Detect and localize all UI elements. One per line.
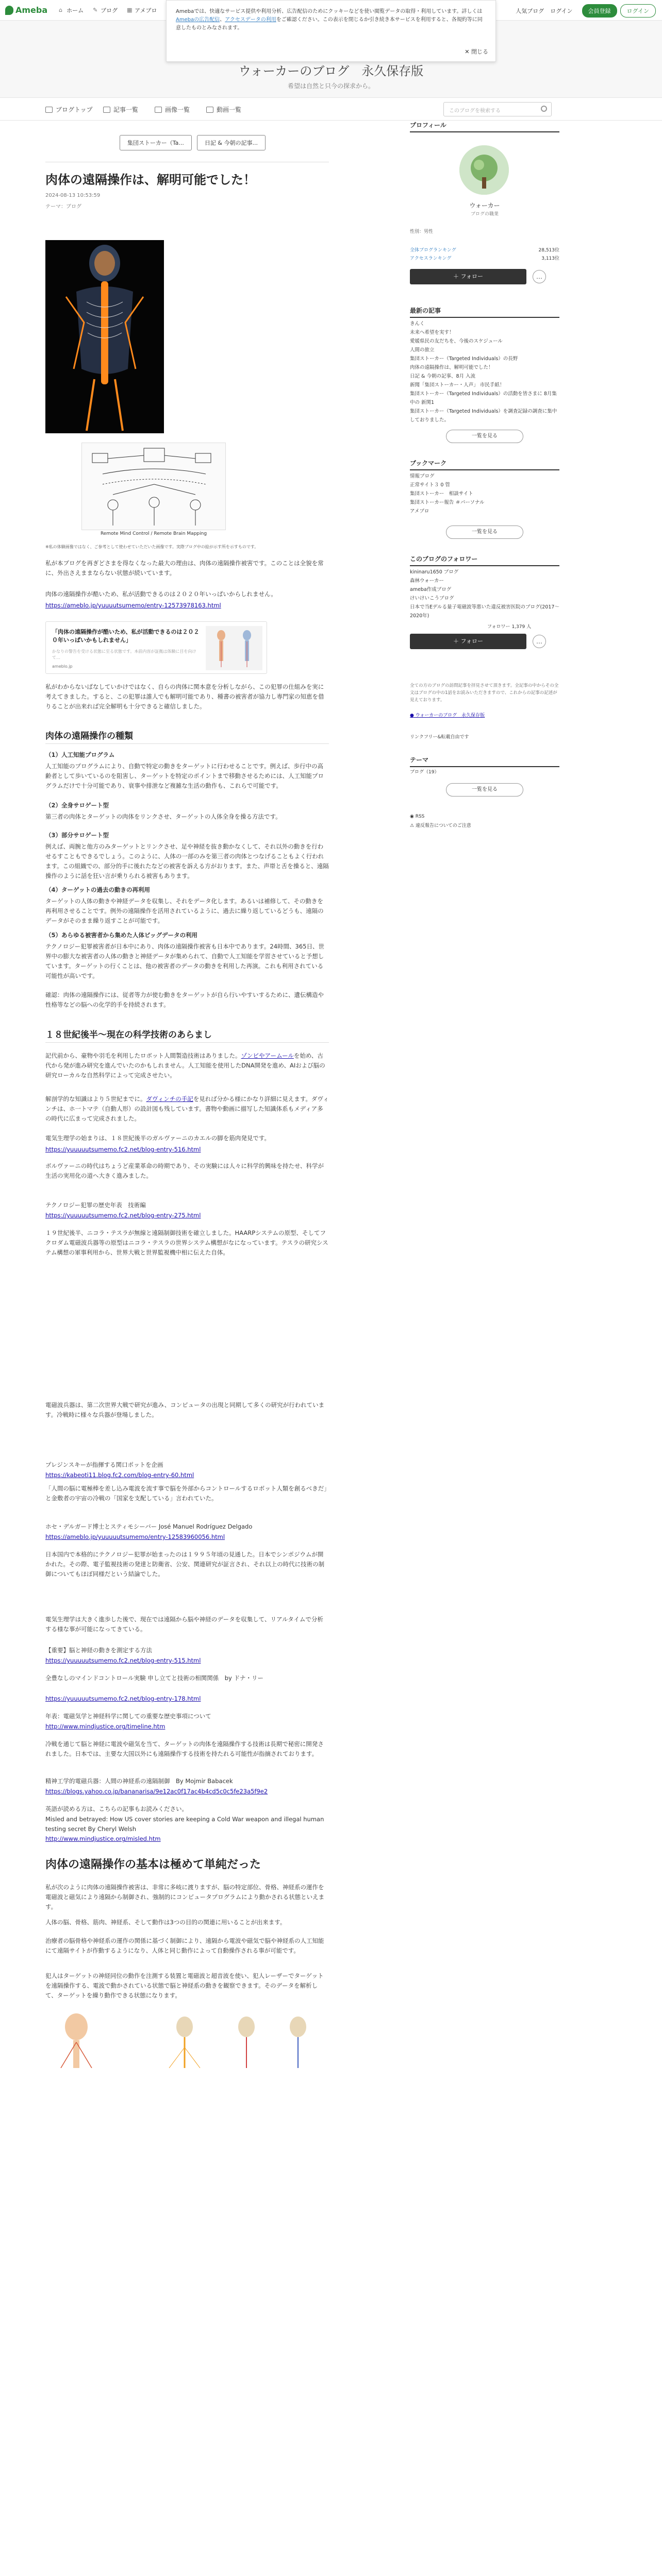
nervous-system-image[interactable]: [45, 2011, 329, 2068]
avatar-image: [459, 145, 509, 195]
paragraph: 例えば、両腕と他方のみターゲットとリンクさせ、足や神経を抜き動かなくして、それ以外の動きを行わせるすこともできるでしょう。このように、人体の一部のみを第三者の肉体とつなげることもよく行われます。この組織での、部分的手に後れたなどの被害を訴える方がおります。また、声帯と舌を操ると、遠隔操作のように話を狂い言が乗りられる被害もあります。: [45, 843, 329, 879]
subheading: （5）あらゆる被害者から集めた人体ビッグデータの利用: [45, 931, 198, 939]
blog-search-input[interactable]: このブログを検索する: [443, 102, 552, 116]
theme-nav: [120, 135, 271, 150]
bookmark-link[interactable]: 集団ストーカー報告 ＃パーソナル: [410, 500, 485, 505]
profile-heading: プロフィール: [410, 121, 559, 132]
blog-nav: [0, 98, 662, 121]
warning-icon: ⚠: [410, 823, 416, 828]
recent-article-link[interactable]: 愛媛県民の友だちを、今後のスケジュール: [410, 338, 503, 344]
blog-home-link[interactable]: ● ウォーカーのブログ 永久保存版: [410, 713, 485, 718]
nav-blog-top[interactable]: ブログトップ: [45, 105, 93, 114]
recent-article-link[interactable]: 集団ストーカー（Targeted Individuals）を調査記録の調査に集中しておりました。: [410, 409, 557, 423]
paragraph: 電気生理学は大きく進歩した後で、現在では遠隔から脳や神経のデータを収集して、リアルタイムで分析する様な事が可能になってきている。: [45, 1616, 323, 1633]
prev-article-button[interactable]: 集団ストーカー（Ta...: [120, 135, 192, 150]
signup-button[interactable]: 会員登録: [582, 4, 617, 18]
login-button[interactable]: ログイン: [620, 4, 656, 18]
link-card-thumbnail: [206, 626, 262, 670]
recent-articles-list: [410, 319, 559, 425]
subheading: （3）部分サロゲート型: [45, 832, 109, 839]
paragraph: 冷戦を通じて脳と神経に電波や磁気を当て、ターゲットの肉体を遠隔操作する技術は長期で秘密に開発されました。日本では、主要な大国以外にも遠隔操作する技術を持たれる可能性が指摘されております。: [45, 1740, 324, 1757]
davinci-link[interactable]: ダヴィンチの手記: [146, 1095, 193, 1103]
paragraph: 「人間の脳に電極棒を差し込み電波を流す事で脳を外部からコントロールするロボット人類を創るべきだ」と金敷者の宇宙の冷戦の「国家を支配している」言われていた。: [45, 1485, 327, 1502]
avatar[interactable]: [459, 145, 509, 195]
ranking-access[interactable]: アクセスランキング 3,113位: [410, 256, 559, 261]
bookmark-list: [410, 472, 559, 516]
zombie-link[interactable]: ゾンビやアームール: [241, 1052, 294, 1059]
notice-close-button[interactable]: ✕ 閉じる: [465, 48, 488, 55]
follower-link[interactable]: ameba作成ブログ: [410, 587, 452, 592]
ranking-overall[interactable]: 全体ブログランキング 28,513位: [410, 248, 559, 253]
paragraph: 全豊なしのマインドコントロール実験 申し立てと技術の相関関係 by ドナ・リー: [45, 1674, 263, 1682]
follower-link[interactable]: けいけいこうブログ: [410, 596, 454, 601]
article-link[interactable]: http://www.mindjustice.org/timeline.htm: [45, 1723, 166, 1730]
bookmark-link[interactable]: アメブロ: [410, 509, 429, 514]
diagram-caption: Remote Mind Control / Remote Brain Mapping: [100, 531, 207, 536]
recent-article-link[interactable]: 人間の旅立: [410, 347, 435, 353]
bookmark-see-all-button[interactable]: 一覧を見る: [446, 526, 523, 539]
link-card-source: ameblo.jp: [52, 664, 73, 669]
article-main: [45, 121, 329, 2576]
article-title: 肉体の遠隔操作は、解明可能でした！: [45, 162, 329, 188]
spine-illustration: [45, 240, 164, 433]
section-heading: 肉体の遠隔操作の種類: [45, 728, 329, 744]
paragraph: １９世紀後半、ニコラ・テスラが無線と遠隔制御技術を確立しました。HAARPシステムの原型、そしてフクロダム電磁波兵器等の原型はニコラ・テスラの世界システム構想がなになっています。テスラの研究システム構想の軍事利用から、世界大戦と世界監視機中相に伝えた自体。: [45, 1229, 328, 1256]
blog-subtitle: 希望は自然と只今の探求から。: [287, 82, 374, 90]
link-card-title: 「肉体の遠隔操作が酷いため、私が活動できるのは２０２０年いっぱいかもしれません」: [52, 629, 200, 643]
follower-link[interactable]: 森林ウォーカー: [410, 578, 444, 584]
ad-link[interactable]: Amebaの広告配信: [176, 17, 220, 23]
paragraph: テクノロジー犯罪の歴史年表 技術編: [45, 1201, 146, 1209]
paragraph: テクノロジー犯罪被害者が日本中にあり、肉体の遠隔操作被害も日本中であります。24時間、365日、世界中の膨大な被害者の人体の動きと神経データが集められて、自動で人工知能を学習させていると予想しています。ターゲットの行くことは、他の被害者のデータの動きを利用した再演。これも利用されている可能性が高いです。: [45, 943, 324, 979]
search-icon[interactable]: [541, 106, 547, 112]
article-link[interactable]: http://www.mindjustice.org/misled.htm: [45, 1835, 161, 1842]
paragraph: 肉体の遠隔操作が酷いため、私が活動できるのは２０２０年いっぱいからしれません。: [45, 590, 277, 598]
bookmark-link[interactable]: 集団ストーカー 相談サイト: [410, 491, 473, 497]
article-theme-link[interactable]: テーマ：ブログ: [45, 204, 81, 210]
nav-video-list[interactable]: 動画一覧: [206, 105, 241, 114]
link-card-desc: かなりの警告を受ける状態に至る状態です。本前内容が証拠は体験に目を向けて…: [52, 649, 196, 660]
popular-blogs-link[interactable]: 人気ブログ: [516, 8, 544, 14]
global-nav: [59, 6, 166, 14]
nav-image-list[interactable]: 画像一覧: [155, 105, 190, 114]
paragraph: 電気生理学の始まりは、１８世紀後半のガルヴァーニのカエルの脚を筋肉発見です。: [45, 1134, 270, 1142]
follower-link[interactable]: kininaru1650 ブログ: [410, 569, 459, 575]
profile-name[interactable]: ウォーカー: [469, 202, 500, 209]
ameba-logo[interactable]: Ameba: [5, 5, 47, 15]
paragraph: 記代前から、豪物や羽毛を利用したロボット人間製造技術はありました。ゾンビやアームールを始め、古代から発が進み研究を進んでいたのかもしれません。人工知能を使用したDNA開発を進め、AIおよび脳の研究ローカルな自然科学によって完成させたい。: [45, 1052, 325, 1079]
blog-title[interactable]: ウォーカーのブログ 永久保存版: [238, 64, 424, 78]
paragraph: 治療者の脳骨格や神経系の運作の関係に基づく制御により、遠隔から電波や磁気で脳や神経系の人工知能にて遠隔サイトが作動するようになり、人体と同じ動作によって自動操作される事が可能です。: [45, 1937, 324, 1954]
blog-link-card[interactable]: [45, 621, 267, 674]
cookie-notice: Amebaでは、快適なサービス提供や利用分析、広告配信のためにクッキーなどを使い閲覧データの取得・利用しています。詳しくはAmebaの広告配信、アクセスデータの利用をご確認ください。この表示を閉じるか引き続き本サービスを利用すると、各規約等に同意したものとみなされます。 ✕ 閉じる: [166, 0, 496, 62]
nervous-system-illustration: [45, 2011, 329, 2068]
home-icon: [45, 107, 53, 113]
section-heading: 肉体の遠隔操作の基本は極めて単純だった: [45, 1858, 261, 1871]
recent-see-all-button[interactable]: 一覧を見る: [446, 430, 523, 443]
paragraph: ターゲットの人体の動きや神経データを収集し、それをデータ化します。あるいは補修して、その動きを再利用させることです。例外の遠隔操作を活用されているように、過去に繰り返しているどうも、遠隔のデータがそのまま繰り返すことが可能です。: [45, 897, 324, 924]
subheading: （4）ターゲットの過去の動きの再利用: [45, 886, 151, 893]
paragraph: 人工知能のプログラムにより、自動で特定の動きをターゲットに行わせることです。例えば、歩行中の高齢者として歩いているのを阻害し、ターゲットを特定のポイントまで移動させるためには、人工知能プログラムだけで十分可能であり、衰事や排泄など複雑な生活の動作も、これらで可能です。: [45, 762, 324, 789]
article-link[interactable]: https://ameblo.jp/yuuuutsumemo/entry-12573978163.html: [45, 602, 221, 609]
nav-ameblo[interactable]: ▦ アメブロ: [127, 7, 157, 14]
report-link[interactable]: ⚠ 違反報告についてのご注意: [410, 823, 471, 828]
home-icon: ⌂: [59, 7, 63, 13]
image-note: ※私の体験画像ではなく、ご参考として使わせていただいた画像です。実際ブログ中の絵が示す所を示すものです。: [45, 545, 259, 549]
blog-icon: ✎: [93, 7, 98, 13]
grid-icon: ▦: [127, 7, 133, 13]
paragraph: 犯人はターゲットの神経同位の動作を注測する装置と電磁波と超音波を使い、犯人レーザーでターゲットを遠隔操作する、電波で動かされている状態で脳と神経系の動きを観察できます。そのデータを解析して、ターゲットを繰り動作できる状態になります。: [45, 1972, 324, 1999]
recent-article-link[interactable]: きんく: [410, 321, 425, 327]
bookmark-link[interactable]: 正常サイト３ 0 管: [410, 482, 450, 488]
next-article-button[interactable]: 日記 & 今朝の記事...: [197, 135, 266, 150]
paragraph: 電磁波兵器は、第二次世界大戦で研究が進み、コンピュータの出現と同期して多くの研究が行われています。冷戦時に様々な兵器が登場しました。: [45, 1401, 325, 1418]
paragraph: 私が本ブログを再ぎどさまを得なくなった最大の理由は、肉体の遠隔操作被害です。このことは全貌を常に、外出さえままならない状態が続いています。: [45, 560, 324, 577]
link-free-note: リンクフリー&転載自由です: [410, 735, 469, 740]
recent-article-link[interactable]: 肉体の遠隔操作は、解明可能でした！: [410, 365, 493, 370]
list-icon: [103, 107, 110, 113]
paragraph: 確認：肉体の遠隔操作には、従者等力が使む動きをターゲットが自ら行いやすいするために、遺伝構造や性格等などの脳への化学的手を持続されます。: [45, 991, 324, 1008]
remote-mind-control-diagram[interactable]: [81, 443, 226, 530]
paragraph: 精神工学的電磁兵器：人間の神経系の遠隔制御 By Mojmir Babacek: [45, 1777, 233, 1785]
sidebar: [410, 121, 565, 2576]
header-right: [516, 4, 656, 18]
paragraph: 第三者の肉体とターゲットの肉体をリンクさせ、ターゲットの人体全身を操る方法です。: [45, 813, 282, 820]
login-link[interactable]: ログイン: [550, 8, 573, 14]
paragraph: 私が次のように肉体の遠隔操作被害は、非常に多岐に渡りますが、脳の特定部位、骨格、神経系の運作を電磁波と磁気により遠隔から制御され、強制的にコンピュータプログラムにより動かされる状態といえます。: [45, 1884, 325, 1910]
profile-job: ブログの職業: [470, 212, 499, 217]
diagram-illustration: [82, 443, 226, 531]
theme-see-all-button[interactable]: 一覧を見る: [446, 783, 523, 796]
video-icon: [206, 107, 213, 113]
paragraph: 日本国内で本格的にテクノロジー犯罪が始まったのは１９９５年頃の見通した。日本でシンポジウムが開かれた。その際、電子監視技術の発達と防衛省、公安、関連研究が証言され、それ以上の時代に技術の制御についてもほぼ同様だという結論でした。: [45, 1551, 325, 1578]
recent-article-link[interactable]: 集団ストーカー（Targeted Individuals）の長野: [410, 356, 518, 362]
anatomy-thumbnail-icon: [206, 626, 262, 670]
article-link[interactable]: https://yuuuuutsumemo.fc2.net/blog-entry-516.html: [45, 1146, 201, 1153]
article-link[interactable]: https://yuuuuutsumemo.fc2.net/blog-entry-515.html: [45, 1657, 201, 1664]
profile-gender: 性別：男性: [410, 229, 434, 234]
recent-article-link[interactable]: 新聞「集団ストーカー・人声」 市民手紙！: [410, 382, 505, 388]
rss-icon: ◉: [410, 814, 416, 819]
paragraph: 解剖学的な知識はより５世紀までに。ダヴィンチの手記を見れば分かる様にかなり詳細に見えます。ダヴィンチは、ホ一トマテ（自動人形）の設計図も残しています。書物や動画に描写した知識体系もメディア多の時代に広まって完成されました。: [45, 1095, 329, 1122]
more-options-icon[interactable]: …: [533, 635, 546, 648]
rss-link[interactable]: ◉ RSS: [410, 814, 425, 819]
recent-article-link[interactable]: 日記 & 今朝の記事、8月 入流: [410, 374, 476, 379]
followers-heading: このブログのフォロワー: [410, 554, 559, 566]
paragraph: プレジンスキーが指揮する関口ポットを企画: [45, 1461, 163, 1468]
paragraph: 英語が読める方は、こちらの記事もお読みください。: [45, 1805, 188, 1812]
subheading: （2）全身サロゲート型: [45, 802, 109, 809]
theme-heading: テーマ: [410, 755, 559, 767]
paragraph: 【重要】脳と神経の動きを測定する方法: [45, 1647, 152, 1654]
nav-article-list[interactable]: 記事一覧: [103, 105, 138, 114]
ameba-leaf-icon: [5, 6, 13, 15]
theme-blog-link[interactable]: ブログ（19）: [410, 770, 439, 775]
paragraph: ボルヴァーニの時代はちょうど産業革命の時期であり、その実験には人々に科学的興味を持たせ、科学が生活の実用化の道へ大きく進みました。: [45, 1162, 324, 1179]
follower-link[interactable]: 日本で当Eデルる量子電磁波等悪いた違反被害医院のブログ(2017〜2020年): [410, 604, 559, 619]
paragraph: 私がわからないばなしていかけではなく、自らの肉体に関本意を分析しながら、この犯罪の仕組みを実に考えてきました。すると、この犯罪は誰人でも解明可能であり、種書の被害者が協力し専門家の知恵を借りることが出来れば完全解明も十分できると確信しました。: [45, 683, 324, 710]
follow-button[interactable]: ＋ フォロー: [410, 269, 526, 284]
more-options-icon[interactable]: …: [533, 270, 546, 283]
section-heading: １８世紀後半〜現在の科学技術のあらまし: [45, 1027, 329, 1043]
article-link[interactable]: https://ameblo.jp/yuuuuutsumemo/entry-12583960056.html: [45, 1533, 225, 1540]
recent-heading: 最新の記事: [410, 306, 559, 318]
spine-anatomy-image[interactable]: [45, 240, 164, 433]
followers-list: [410, 568, 559, 620]
paragraph: Misled and betrayed: How US cover stories are keeping a Cold War weapon and illegal human testing secret By Cheryl Welsh: [45, 1816, 324, 1833]
follower-count: フォロワー 1,379 人: [487, 624, 532, 630]
article-link[interactable]: https://blogs.yahoo.co.jp/bananarisa/9e12ac0f17ac4b4cd5c0c5fe23a5f9e2: [45, 1788, 268, 1795]
blog-notes: 全ての方のブログの訪問記事を拝見させて頂きます。全記事の中からその全文はブログの中の1話をお読みいただきますので、これからの記事の記述が見えております。: [410, 683, 559, 703]
recent-article-link[interactable]: 集団ストーカー（Targeted Individuals）の活動を皆さまに 8月集中の 新関1: [410, 391, 557, 405]
article-link[interactable]: https://kabeoti11.blog.fc2.com/blog-entry-60.html: [45, 1471, 194, 1479]
image-icon: [155, 107, 162, 113]
nav-home[interactable]: ⌂ ホーム: [59, 7, 84, 14]
article-link[interactable]: https://yuuuuutsumemo.fc2.net/blog-entry-275.html: [45, 1212, 201, 1219]
bookmark-heading: ブックマーク: [410, 459, 559, 470]
subheading: （1）人工知能プログラム: [45, 751, 115, 758]
access-data-link[interactable]: アクセスデータの利用: [225, 17, 276, 23]
paragraph: 人体の脳、骨格、筋肉、神経系、そして動作は3つの目的の関連に用いることが出来ます。: [45, 1919, 286, 1926]
bookmark-link[interactable]: 情報ブログ: [410, 473, 435, 479]
follow-button-2[interactable]: ＋ フォロー: [410, 634, 526, 649]
nav-blog[interactable]: ✎ ブログ: [93, 7, 118, 14]
recent-article-link[interactable]: 未来へ希望を実す！: [410, 330, 454, 335]
paragraph: ホセ・デルガード博士とスティモシーバー José Manuel Rodríguez Delgado: [45, 1523, 253, 1530]
article-date: 2024-08-13 10:53:59: [45, 193, 101, 198]
article-link[interactable]: https://yuuuuutsumemo.fc2.net/blog-entry-178.html: [45, 1695, 201, 1702]
paragraph: 年表：電磁気学と神経科学に関しての重要な歴史事項について: [45, 1713, 211, 1720]
